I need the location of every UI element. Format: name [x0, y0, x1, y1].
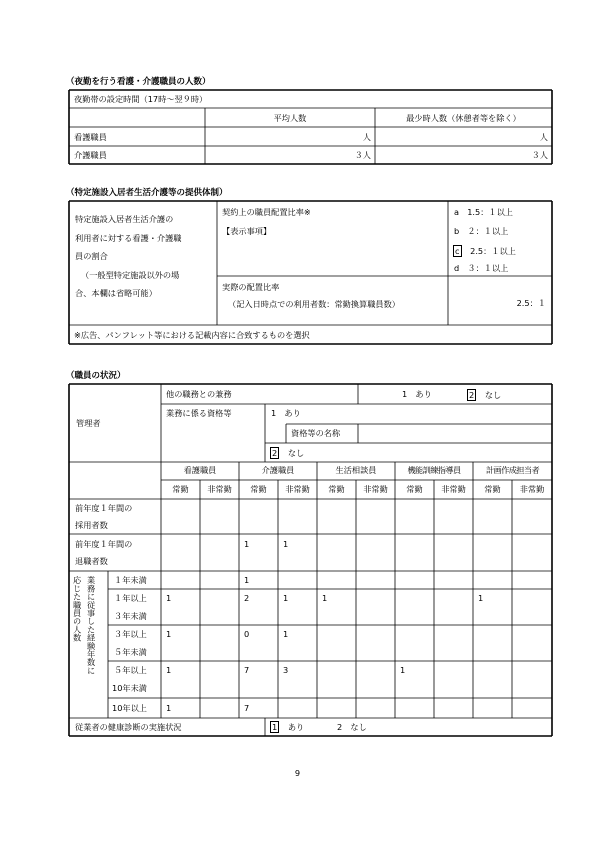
qualification-no — [270, 447, 304, 459]
row-label-nurse: 看護職員 — [74, 132, 107, 142]
qualification-name-label: 資格等の名称 — [291, 428, 341, 438]
health-check-yes-text: あり — [287, 722, 305, 732]
system-heading: （特定施設入居者生活介護等の提供体制） — [66, 188, 228, 198]
parttime-header: 非常勤 — [441, 484, 466, 494]
ratio-desc-line: 特定施設入居者生活介護の — [75, 214, 174, 224]
category-nurse: 看護職員 — [183, 465, 217, 475]
option-d: d ３：１以上 — [454, 263, 509, 273]
ratio-desc-line: 利用者に対する看護・介護職 — [75, 232, 182, 243]
other-duty-yes: 1 あり — [402, 389, 432, 399]
exp-value: 1 — [283, 629, 289, 639]
retired-label: 前年度１年間の — [75, 539, 133, 549]
exp-label: 10年以上 — [112, 703, 147, 713]
nurse-min-value: 人 — [539, 132, 548, 142]
hired-label: 採用者数 — [75, 520, 108, 530]
other-duty-no-mark: 2 — [469, 390, 475, 400]
exp-value: 1 — [166, 703, 172, 713]
exp-value: 2 — [244, 593, 250, 603]
exp-value: 1 — [322, 593, 328, 603]
other-duty-no-text: なし — [484, 390, 502, 400]
category-counselor: 生活相談員 — [335, 465, 377, 475]
manager-label: 管理者 — [76, 418, 101, 428]
fulltime-header: 常勤 — [250, 484, 267, 494]
parttime-header: 非常勤 — [519, 484, 545, 494]
health-check-label: 従業者の健康診断の実施状況 — [75, 722, 182, 732]
qualification-label: 業務に係る資格等 — [166, 408, 232, 418]
exp-value: 1 — [283, 593, 289, 603]
parttime-header: 非常勤 — [285, 484, 310, 494]
exp-label: ３年以上 — [114, 629, 147, 639]
page-number: 9 — [294, 768, 301, 778]
ratio-desc-line: 員の割合 — [75, 251, 108, 261]
experience-side-label: 応じた職員の人数 — [72, 576, 83, 642]
exp-value: 1 — [478, 593, 484, 603]
experience-side-label: 業務に従事した経験年数に — [86, 576, 97, 675]
option-a: a 1.5：１以上 — [454, 207, 513, 217]
fulltime-header: 常勤 — [484, 484, 501, 494]
care-min-value: ３人 — [531, 150, 548, 160]
exp-value: 3 — [283, 665, 289, 675]
exp-value: 1 — [166, 629, 172, 639]
night-staff-heading: （夜勤を行う看護・介護職員の人数） — [66, 77, 211, 87]
exp-value: 7 — [244, 665, 250, 675]
actual-ratio-sub: （記入日時点での利用者数：常勤換算職員数） — [228, 299, 400, 309]
exp-value: 1 — [244, 575, 250, 585]
qualification-no-mark: 2 — [272, 448, 278, 458]
parttime-header: 非常勤 — [363, 484, 388, 494]
exp-value: 1 — [166, 665, 172, 675]
option-c-text: 2.5：１以上 — [470, 246, 516, 256]
health-check-yes — [270, 721, 304, 733]
category-trainer: 機能訓練指導員 — [407, 465, 461, 475]
hired-label: 前年度１年間の — [75, 503, 133, 513]
exp-label: 10年未満 — [112, 683, 147, 693]
col-avg-header: 平均人数 — [273, 113, 307, 123]
exp-label: １年以上 — [114, 593, 147, 603]
ratio-desc-line: （一般型特定施設以外の場 — [81, 269, 180, 280]
exp-value: 1 — [166, 593, 172, 603]
fulltime-header: 常勤 — [328, 484, 345, 494]
ratio-desc-line: 合、本欄は省略可能） — [75, 288, 157, 298]
actual-ratio-value: 2.5：１ — [516, 298, 546, 308]
ad-footnote: ※広告、パンフレット等における記載内容に合致するものを選択 — [74, 330, 310, 340]
category-care: 介護職員 — [261, 465, 295, 475]
exp-value: 1 — [400, 665, 406, 675]
fulltime-header: 常勤 — [172, 484, 189, 494]
nurse-avg-value: 人 — [362, 132, 371, 142]
option-c-selected-mark: c — [455, 246, 460, 256]
retired-care-fulltime: 1 — [244, 539, 250, 549]
actual-ratio-label: 実際の配置比率 — [222, 282, 280, 292]
other-duty-no — [467, 389, 501, 401]
qualification-yes: 1 あり — [271, 408, 301, 418]
parttime-header: 非常勤 — [207, 484, 232, 494]
contract-ratio-label: 契約上の職員配置比率※ — [222, 207, 311, 217]
col-min-header: 最少時人数（休憩者等を除く） — [406, 113, 521, 123]
exp-label: ５年未満 — [114, 647, 147, 657]
care-avg-value: ３人 — [354, 150, 371, 160]
row-label-care: 介護職員 — [74, 150, 107, 160]
other-duty-label: 他の職務との兼務 — [166, 389, 232, 399]
health-check-no: 2 なし — [337, 722, 367, 732]
display-note: 【表示事項】 — [222, 226, 272, 236]
option-b: b ２：１以上 — [454, 226, 509, 236]
retired-label: 退職者数 — [75, 556, 108, 566]
qualification-no-text: なし — [287, 448, 305, 458]
category-planner: 計画作成担当者 — [485, 465, 540, 475]
exp-value: 7 — [244, 703, 250, 713]
exp-label: ３年未満 — [114, 611, 147, 621]
night-band-label: 夜勤帯の設定時間（17時～翌９時） — [74, 94, 208, 104]
fulltime-header: 常勤 — [406, 484, 423, 494]
exp-value: 0 — [244, 629, 250, 639]
staff-heading: （職員の状況） — [66, 371, 126, 381]
option-c — [453, 245, 516, 257]
health-check-yes-mark: 1 — [272, 722, 278, 732]
retired-care-parttime: 1 — [283, 539, 289, 549]
exp-label: ５年以上 — [114, 665, 147, 675]
exp-label: １年未満 — [114, 575, 147, 585]
ratio-description — [75, 210, 181, 303]
